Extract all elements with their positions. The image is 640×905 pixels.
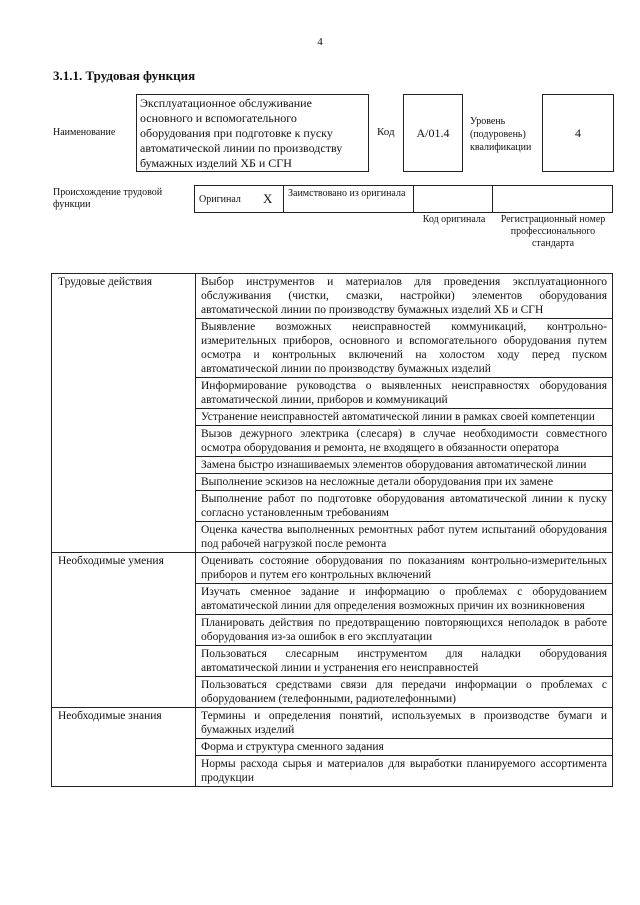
table-cell: Оценка качества выполненных ремонтных работ путем испытаний оборудования под рабочей нагрузкой после ремонта <box>196 522 613 553</box>
level-box <box>542 94 614 172</box>
origin-code-cell <box>413 185 493 213</box>
table-cell: Выполнение эскизов на несложные детали оборудования при их замене <box>196 474 613 491</box>
category-cell: Необходимые умения <box>52 553 196 708</box>
table-cell: Вызов дежурного электрика (слесаря) в случае необходимости совместного осмотра оборудования и ремонта, не входящего в обязанности оператора <box>196 426 613 457</box>
table-cell: Форма и структура сменного задания <box>196 739 613 756</box>
function-table <box>51 273 613 787</box>
origin-label: Происхождение трудовой функции <box>53 187 163 210</box>
table-cell: Замена быстро изнашиваемых элементов оборудования автоматической линии <box>196 457 613 474</box>
code-value: А/01.4 <box>416 125 450 140</box>
table-cell: Пользоваться средствами связи для передачи информации о проблемах с оборудованием (телефонными, радиотелефонными) <box>196 677 613 708</box>
reg-number-caption: Регистрационный номер профессионального стандарта <box>500 214 606 249</box>
level-value: 4 <box>575 125 581 140</box>
page-number: 4 <box>317 36 323 48</box>
table-cell: Оценивать состояние оборудования по показаниям контрольно-измерительных приборов и путем его контрольных включений <box>196 553 613 584</box>
function-name: Эксплуатационное обслуживание основного и вспомогательного оборудования при подготовке к пуску автоматической линии по производству бумажных изделий ХБ и СГН <box>140 96 343 170</box>
table-cell: Изучать сменное задание и информацию о проблемах с оборудованием автоматической линии для определения возможных причин их возникновения <box>196 584 613 615</box>
table-row <box>52 708 613 739</box>
table-cell: Выявление возможных неисправностей коммуникаций, контрольно-измерительных приборов, основного и вспомогательного оборудования путем осмотра и контрольных включений на холостом ходу перед пуском автоматической линии по производству бумажных изделий <box>196 319 613 378</box>
table-cell: Термины и определения понятий, используемых в производстве бумаги и бумажных изделий <box>196 708 613 739</box>
table-row <box>52 274 613 319</box>
category-cell: Необходимые знания <box>52 708 196 787</box>
borrowed-label: Заимствовано из оригинала <box>288 188 406 199</box>
table-cell: Выбор инструментов и материалов для проведения эксплуатационного обслуживания (чистки, смазки, настройки) элементов оборудования автоматической линии по производству бумажных изделий ХБ и СГН <box>196 274 613 319</box>
level-label: Уровень (подуровень) квалификации <box>470 116 532 153</box>
original-cell <box>194 185 284 213</box>
code-box <box>403 94 463 172</box>
reg-number-cell <box>492 185 613 213</box>
section-title: 3.1.1. Трудовая функция <box>53 68 196 83</box>
table-cell: Выполнение работ по подготовке оборудования автоматической линии к пуску согласно установленным требованиям <box>196 491 613 522</box>
function-name-box <box>136 94 369 172</box>
category-cell: Трудовые действия <box>52 274 196 553</box>
code-label: Код <box>377 126 395 138</box>
table-cell: Планировать действия по предотвращению повторяющихся неполадок в работе оборудования из-за ошибок в его эксплуатации <box>196 615 613 646</box>
table-cell: Пользоваться слесарным инструментом для наладки оборудования автоматической линии и устранения его неисправностей <box>196 646 613 677</box>
name-label: Наименование <box>53 127 116 138</box>
origin-code-caption: Код оригинала <box>422 214 486 225</box>
original-label: Оригинал <box>199 194 241 205</box>
original-mark: X <box>263 191 273 206</box>
table-cell: Устранение неисправностей автоматической линии в рамках своей компетенции <box>196 409 613 426</box>
table-cell: Нормы расхода сырья и материалов для выработки планируемого ассортимента продукции <box>196 756 613 787</box>
borrowed-cell <box>283 185 414 213</box>
table-cell: Информирование руководства о выявленных неисправностях оборудования автоматической линии, приборов и коммуникаций <box>196 378 613 409</box>
table-row <box>52 553 613 584</box>
